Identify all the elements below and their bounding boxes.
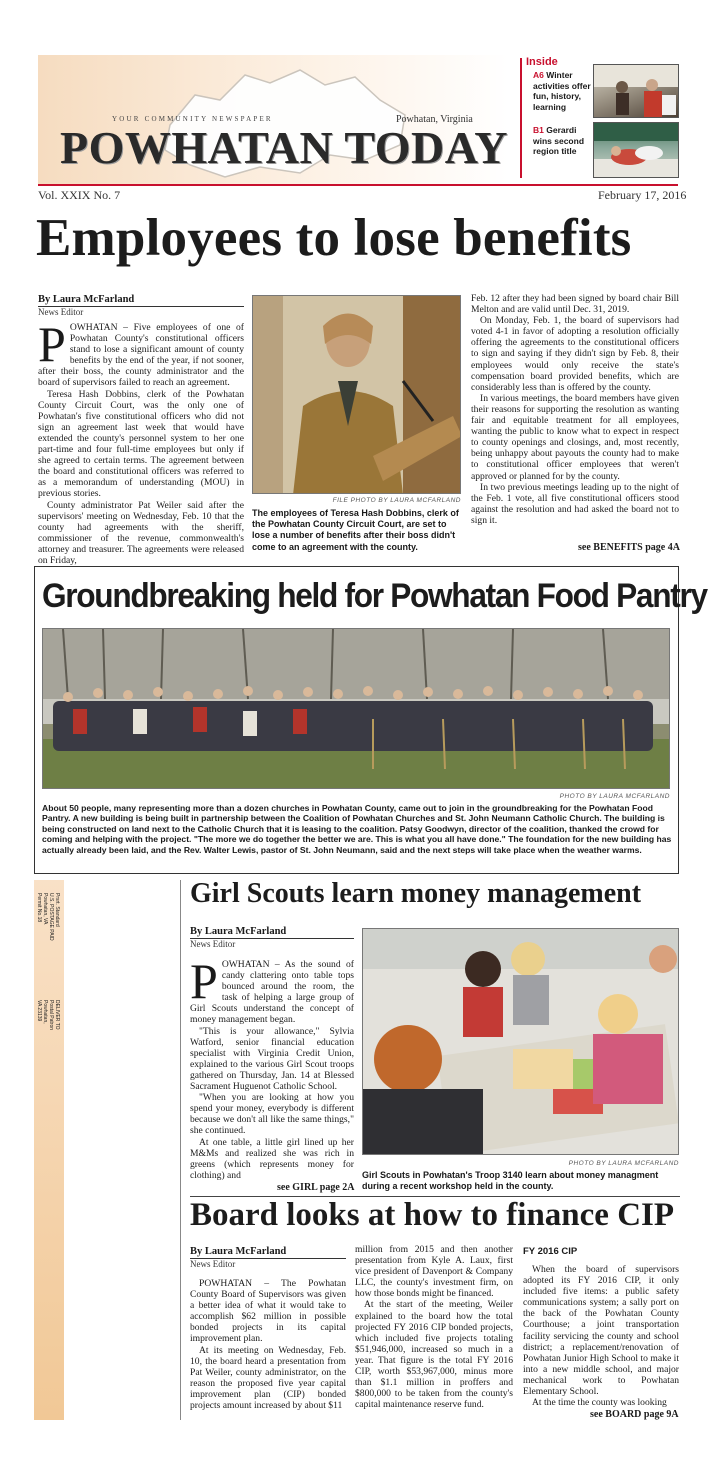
photo-caption: The employees of Teresa Hash Dobbins, clerk of the Powhatan County Circuit Court, are set to lose a number of benefits after their boss didn't come to an agreement with the county. <box>252 508 459 552</box>
masthead-title: POWHATAN TODAY <box>60 122 508 173</box>
jump-girl-link[interactable]: see GIRL page 2A <box>277 1182 355 1193</box>
headline-girl-scouts[interactable]: Girl Scouts learn money management <box>190 878 642 909</box>
story-cip-col1 <box>190 1278 346 1423</box>
paragraph: In various meetings, the board members have given their reasons for supporting the resolution as wanting fair and equitable treatment for all employees, wanting the public to know what to expect in respect to county openings and closings, and, most recently, being unhappy about payouts the county had to make to constitutional officer employees that weren't approved or planned for by the county. <box>471 392 679 482</box>
byline-role: News Editor <box>190 939 236 949</box>
postal-strip <box>34 880 64 1420</box>
teaser-a6[interactable] <box>533 70 591 112</box>
paragraph: OWHATAN – Five employees of one of Powhatan County's constitutional officers stand to lose a significant amount of county benefits by the end of the year, if not sooner, after their boss, the county administrator and the board of supervisors failed to reach an agreement. <box>38 322 244 389</box>
teaser-text: Gerardi wins second region title <box>533 125 585 156</box>
paragraph: On Monday, Feb. 1, the board of supervisors had voted 4-1 in favor of adopting a resolution officially offering the agreements to the constitutional officers to sign and saying if they didn't sign by Feb. 8, their employees would only receive the state's compensation board provided benefits, which are considerably less than is offered by the county. <box>471 315 679 393</box>
photo-credit: PHOTO BY LAURA MCFARLAND <box>559 793 670 800</box>
paragraph: "When you are looking at how you spend your money, everybody is different because we don't all like the same things," she continued. <box>190 1092 354 1137</box>
paragraph: "This is your allowance," Sylvia Watford, senior financial education specialist with Virginia Credit Union, explained to the various Girl Scout troops gathered on Thursday, Jan. 14 at Blessed Sacrament Huguenot Catholic School. <box>190 1025 354 1093</box>
byline-role: News Editor <box>38 307 84 317</box>
story-cip-col2 <box>355 1244 513 1424</box>
postal-delivery <box>36 1000 60 1030</box>
paragraph: At the time the county was looking <box>532 1397 667 1409</box>
masthead-tagline: YOUR COMMUNITY NEWSPAPER <box>112 115 273 123</box>
headline-pantry[interactable]: Groundbreaking held for Powhatan Food Pantry <box>42 577 707 615</box>
permit-line: DELIVER TO <box>54 1000 60 1030</box>
permit-line: U.S. POSTAGE PAID <box>48 893 54 941</box>
inside-label: Inside <box>526 56 558 68</box>
permit-line: VA 23139 <box>36 1000 42 1022</box>
jump-board-link[interactable]: see BOARD page 9A <box>590 1409 679 1420</box>
masthead-rule <box>38 184 678 186</box>
masthead-divider <box>520 58 522 178</box>
permit-line: Postal Patron <box>48 1000 54 1031</box>
volume-number: Vol. XXIX No. 7 <box>38 188 121 202</box>
byline: By Laura McFarland <box>190 1246 287 1257</box>
strip-rule <box>180 880 181 1420</box>
headline-benefits[interactable]: Employees to lose benefits <box>36 209 632 267</box>
postal-permit <box>36 893 60 941</box>
teaser-page: A6 <box>533 70 544 80</box>
photo-credit: FILE PHOTO BY LAURA MCFARLAND <box>332 497 461 504</box>
teaser-photo-wrestling[interactable] <box>593 122 679 178</box>
dropcap: P <box>38 316 66 372</box>
byline: By Laura McFarland <box>38 294 135 305</box>
photo-girl-scouts[interactable] <box>362 928 679 1155</box>
teaser-b1[interactable] <box>533 125 591 157</box>
teaser-photo-winter[interactable] <box>593 64 679 118</box>
paragraph: POWHATAN – The Powhatan County Board of Supervisors was given a better idea of what it would take to accomplish $62 million in possible bonded projects in its capital improvement plan. <box>190 1278 346 1345</box>
byline-role: News Editor <box>190 1259 236 1269</box>
permit-line: Powhatan, <box>42 1000 48 1024</box>
teaser-text: Winter activities offer fun, history, learning <box>533 70 591 112</box>
photo-groundbreaking[interactable] <box>42 628 670 789</box>
story-benefits-col3 <box>471 293 679 528</box>
headline-cip[interactable]: Board looks at how to finance CIP <box>190 1197 675 1233</box>
story-benefits-col1 <box>38 316 244 566</box>
paragraph: Teresa Hash Dobbins, clerk of the Powhatan County Circuit Court, was the only one of Powhatan's five constitutional officers who did not sign an agreement last week that would have extended the county's personnel system to her one part-time and four full-time employees but only if she agreed to certain terms. The agreement between the board and constitutional officers was referred to as a memorandum of understanding (MOU) in previous stories. <box>38 388 244 500</box>
paragraph: County administrator Pat Weiler said after the supervisors' meeting on Wednesday, Feb. 10 that the county had agreements with the sheriff, commissioner of the revenue, commonwealth's attorney and treasurer. The agreements were released on Friday, <box>38 499 244 566</box>
teaser-page: B1 <box>533 125 544 135</box>
masthead <box>0 0 715 186</box>
dropcap: P <box>190 953 218 1009</box>
paragraph: At its meeting on Wednesday, Feb. 10, the board heard a presentation from Pat Weiler, county administrator, on the reason the proposed five year capital improvement plan (CIP) bonded projects amount increased by about $11 <box>190 1344 346 1412</box>
jump-benefits-link[interactable]: see BENEFITS page 4A <box>578 542 680 553</box>
paragraph: Feb. 12 after they had been signed by board chair Bill Melton and are valid until Dec. 31, 2019. <box>471 293 679 316</box>
paragraph: When the board of supervisors adopted its FY 2016 CIP, it only included five items: a public safety communications system; a sally port on the back of the Powhatan County Courthouse; a joint transportation facility servicing the county and school district; a replacement/renovation of Powhatan Junior High School to make it into a new middle school, and major mechanical work to Powhatan Elementary School. <box>523 1264 679 1398</box>
story-cip-col3 <box>523 1264 679 1414</box>
byline: By Laura McFarland <box>190 926 287 937</box>
issue-date: February 17, 2016 <box>598 188 687 202</box>
paragraph: At the start of the meeting, Weiler explained to the board how the total projected FY 2016 CIP bonded projects, which included five projects totaling $51,946,000, increased so much in a year. That figure is the total FY 2016 CIP, worth $53,967,000, minus more than $1.1 million in proffers and $800,000 to be taken from the county's capital maintenance reserve fund. <box>355 1299 513 1411</box>
permit-line: Prsrt. Standard <box>54 893 60 927</box>
photo-credit: PHOTO BY LAURA MCFARLAND <box>568 1160 679 1167</box>
paragraph: At one table, a little girl lined up her M&Ms and realized she was rich in greens (which represents money for clothing) and <box>190 1136 354 1181</box>
photo-caption: About 50 people, many representing more than a dozen churches in Powhatan County, came out to join in the groundbreaking for the Powhatan Food Pantry. A new building is being built in partnership between the Coalition of Powhatan Churches and St. John Neumann Catholic Church. The building is being constructed on land next to the Catholic Church that it is leasing to the coalition. Patsy Goodwyn, director of the coalition, thanked the crowd for coming and helping with the project. "The more we do together the better we are. This is what you all have done." The foundation for the new building has actually already been laid, and the Rev. Walter Lewis, pastor of St. John Neumann, said and the next steps will take place when the weather warms. <box>42 803 672 855</box>
story-girl-scouts-col1 <box>190 953 354 1181</box>
paragraph: In two previous meetings leading up to the night of the Feb. 1 vote, all five constitutional officers stood against the resolution and had asked the board not to sign it. <box>471 481 679 526</box>
photo-caption: Girl Scouts in Powhatan's Troop 3140 learn about money managment during a recent workshop held in the county. <box>362 1170 659 1192</box>
photo-dobbins[interactable] <box>252 295 461 494</box>
paragraph: million from 2015 and then another presentation from Kyle A. Laux, first vice president of Davenport & Company LLC, the county's investment firm, on how those bonds might be financed. <box>355 1244 513 1300</box>
permit-line: Permit No.18 <box>36 893 42 923</box>
permit-line: Powhatan, VA <box>42 893 48 925</box>
subhead-fy2016: FY 2016 CIP <box>523 1246 578 1257</box>
paragraph: OWHATAN – As the sound of candy clattering onto table tops bounced around the room, the task of helping a large group of Girl Scouts understand the concept of money management began. <box>190 959 354 1026</box>
masthead-place: Powhatan, Virginia <box>396 114 473 125</box>
